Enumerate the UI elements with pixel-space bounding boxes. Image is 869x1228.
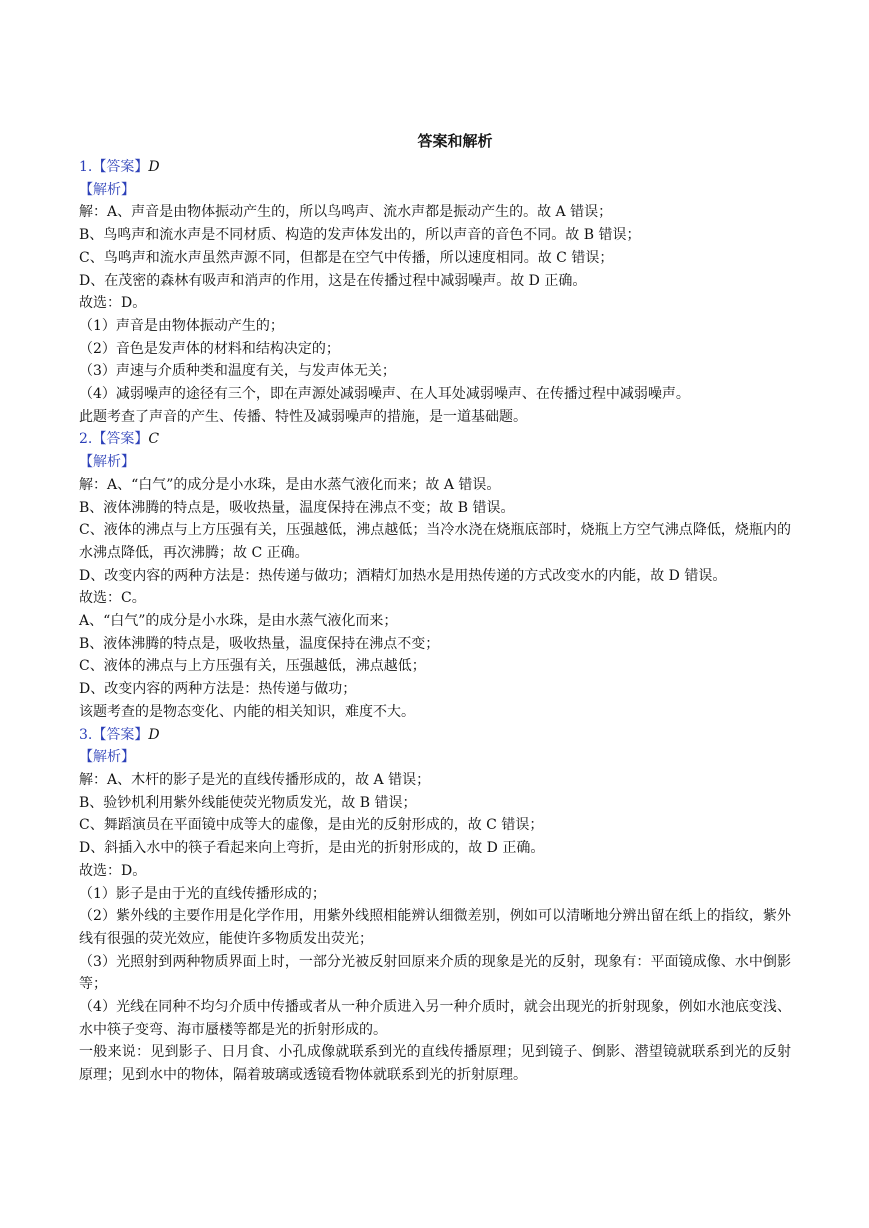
analysis-line: 解：A、木杆的影子是光的直线传播形成的，故 A 错误；	[79, 771, 431, 788]
analysis-line: 一般来说：见到影子、日月食、小孔成像就联系到光的直线传播原理；见到镜子、倒影、潜望镜就联系到光的反射原理；见到水中的物体，隔着玻璃或透镜看物体就联系到光的折射原理。	[79, 1044, 791, 1084]
question-number: 3.	[79, 726, 93, 743]
analysis-line: C、鸟鸣声和流水声虽然声源不同，但都是在空气中传播，所以速度相同。故 C 错误；	[79, 249, 614, 266]
analysis-line: C、液体的沸点与上方压强有关，压强越低，沸点越低；当冷水浇在烧瓶底部时，烧瓶上方空气沸点降低，烧瓶内的水沸点降低，再次沸腾；故 C 正确。	[79, 522, 791, 561]
question-number: 2.	[79, 431, 93, 448]
question-block	[79, 428, 791, 723]
analysis-line: C、舞蹈演员在平面镜中成等大的虚像，是由光的反射形成的，故 C 错误；	[79, 817, 544, 834]
answer-label: 【答案】	[92, 431, 149, 448]
analysis-line: D、斜插入水中的筷子看起来向上弯折，是由光的折射形成的，故 D 正确。	[79, 840, 545, 857]
analysis-line: （1）声音是由物体振动产生的；	[79, 317, 284, 334]
answer-line	[79, 156, 791, 179]
answer-value: D	[148, 159, 160, 175]
analysis-line: D、改变内容的两种方法是：热传递与做功；	[79, 681, 357, 698]
answer-label: 【答案】	[92, 159, 149, 175]
question-list	[79, 156, 791, 1087]
analysis-line: （2）音色是发声体的材料和结构决定的；	[79, 340, 340, 357]
analysis-label: 【解析】	[79, 749, 135, 766]
analysis-line: B、验钞机利用紫外线能使荧光物质发光，故 B 错误；	[79, 794, 417, 811]
analysis-line: B、鸟鸣声和流水声是不同材质、构造的发声体发出的，所以声音的音色不同。故 B 错误；	[79, 227, 641, 244]
answer-label: 【答案】	[92, 726, 149, 743]
analysis-line: 解：A、“白气”的成分是小水珠，是由水蒸气液化而来；故 A 错误。	[79, 476, 501, 493]
answer-value: C	[148, 431, 160, 448]
analysis-line: （4）光线在同种不均匀介质中传播或者从一种介质进入另一种介质时，就会出现光的折射现象，例如水池底变浅、水中筷子变弯、海市蜃楼等都是光的折射形成的。	[79, 999, 791, 1038]
analysis-line: （3）光照射到两种物质界面上时，一部分光被反射回原来介质的现象是光的反射，现象有：平面镜成像、水中倒影等；	[79, 953, 791, 993]
analysis-line: （3）声速与介质种类和温度有关，与发声体无关；	[79, 363, 396, 380]
analysis-line: B、液体沸腾的特点是，吸收热量，温度保持在沸点不变；	[79, 635, 440, 652]
question-block	[79, 156, 791, 428]
analysis-label: 【解析】	[79, 454, 135, 471]
answer-line	[79, 428, 791, 451]
analysis-line: C、液体的沸点与上方压强有关，压强越低，沸点越低；	[79, 658, 426, 675]
document-page	[79, 126, 791, 1087]
analysis-label: 【解析】	[79, 181, 135, 198]
analysis-line: （2）紫外线的主要作用是化学作用，用紫外线照相能辨认细微差别，例如可以清晰地分辨出留在纸上的指纹，紫外线有很强的荧光效应，能使许多物质发出荧光；	[79, 908, 791, 947]
answer-line	[79, 724, 791, 747]
answer-value: D	[148, 726, 160, 743]
analysis-line: 该题考查的是物态变化、内能的相关知识，难度不大。	[79, 703, 415, 720]
analysis-line: （4）减弱噪声的途径有三个，即在声源处减弱噪声、在人耳处减弱噪声、在传播过程中减弱噪声。	[79, 386, 690, 403]
analysis-line: （1）影子是由于光的直线传播形成的；	[79, 885, 326, 902]
analysis-line: A、“白气”的成分是小水珠，是由水蒸气液化而来；	[79, 613, 398, 630]
analysis-line: 解：A、声音是由物体振动产生的，所以鸟鸣声、流水声都是振动产生的。故 A 错误；	[79, 204, 613, 221]
analysis-line: 此题考查了声音的产生、传播、特性及减弱噪声的措施，是一道基础题。	[79, 408, 527, 425]
analysis-line: 故选：D。	[79, 862, 147, 879]
analysis-line: 故选：C。	[79, 590, 146, 607]
analysis-line: B、液体沸腾的特点是，吸收热量，温度保持在沸点不变；故 B 错误。	[79, 499, 515, 516]
analysis-line: D、在茂密的森林有吸声和消声的作用，这是在传播过程中减弱噪声。故 D 正确。	[79, 272, 587, 289]
page-title: 答案和解析	[417, 132, 493, 150]
analysis-line: D、改变内容的两种方法是：热传递与做功；酒精灯加热水是用热传递的方式改变水的内能，故 D 错误。	[79, 567, 727, 584]
analysis-line: 故选：D。	[79, 295, 147, 312]
question-block	[79, 724, 791, 1087]
question-number: 1.	[79, 159, 93, 175]
